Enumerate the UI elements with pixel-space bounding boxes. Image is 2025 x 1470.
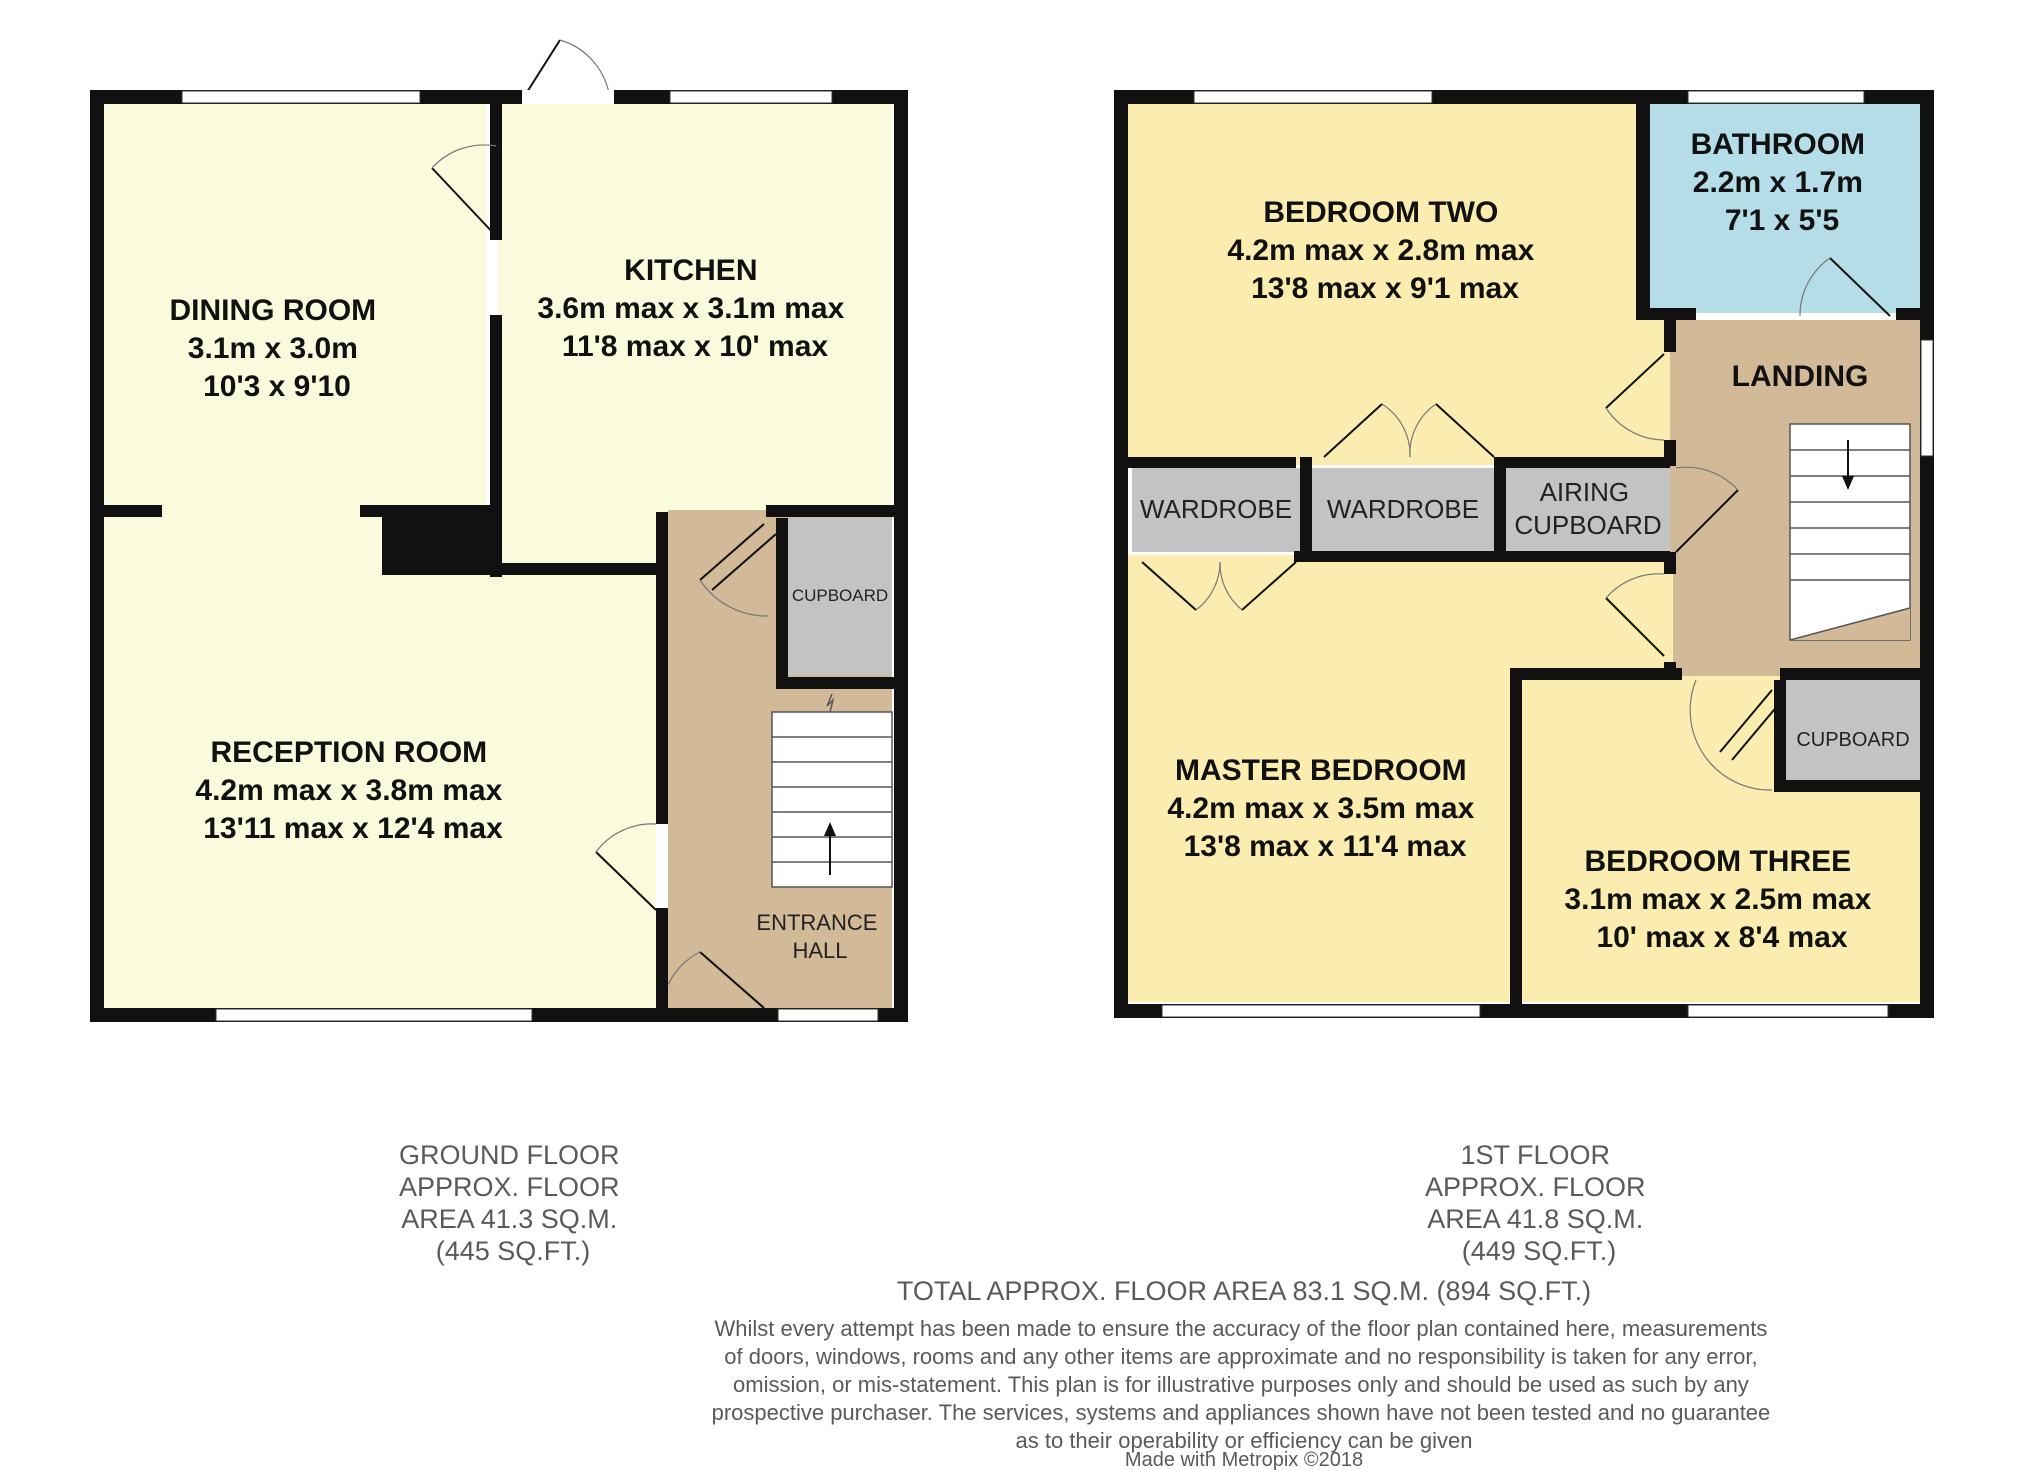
first-wall-right <box>1920 90 1934 1018</box>
svg-text:Whilst every attempt has been <box>712 1316 1777 1453</box>
airing-cupboard-label-line1: AIRING <box>1539 477 1630 507</box>
master-bedroom-imperial: 13'8 max x 11'4 max <box>1183 830 1467 863</box>
svg-text:BEDROOM THREE 3.1m max x <box>1564 845 1879 954</box>
wardrobe-band-top <box>1128 457 1296 468</box>
landing-label: LANDING <box>1731 360 1869 393</box>
dining-room-imperial: 10'3 x 9'10 <box>203 370 351 403</box>
bedroom-three-metric: 3.1m max x 2.5m max <box>1564 883 1872 916</box>
first-cupboard-label: CUPBOARD <box>1796 729 1910 751</box>
bathroom-label: BATHROOM <box>1690 128 1866 161</box>
kitchen-hall-wall <box>495 563 663 575</box>
svg-text:MASTER BEDROOM 4.2m max <box>1167 754 1482 863</box>
master-landing-wall <box>1510 668 1682 680</box>
landing-window <box>1921 340 1933 456</box>
chimney-breast <box>382 505 497 575</box>
entrance-window <box>778 1009 878 1021</box>
master-bedroom-metric: 4.2m max x 3.5m max <box>1167 792 1475 825</box>
dining-reception-wall-left <box>96 505 162 517</box>
reception-room-label: RECEPTION ROOM <box>210 736 488 769</box>
entrance-hall-label-line2: HALL <box>792 938 848 963</box>
dining-kitchen-wall <box>490 90 502 240</box>
disclaimer-line2: of doors, windows, rooms and any other items are approximate and no responsibility is taken for any error, <box>724 1344 1758 1369</box>
ground-cupboard-label: CUPBOARD <box>791 586 889 605</box>
bathroom-imperial: 7'1 x 5'5 <box>1724 204 1840 237</box>
ground-stairs <box>772 694 892 887</box>
ground-wall-right <box>894 90 908 1022</box>
bathroom-wall-bottom-right <box>1896 308 1924 320</box>
first-area-line4: (449 SQ.FT.) <box>1461 1236 1617 1266</box>
svg-text:1ST FLOOR APPROX. FLOOR <box>1425 1140 1653 1266</box>
wardrobe-mid-label: WARDROBE <box>1326 494 1480 524</box>
cupboard-wall-bottom <box>776 677 896 689</box>
bathroom-window <box>1688 91 1864 103</box>
bedroom-two-label: BEDROOM TWO <box>1263 196 1499 229</box>
master-bedroom-label: MASTER BEDROOM <box>1174 754 1467 787</box>
kitchen-metric: 3.6m max x 3.1m max <box>537 292 845 325</box>
disclaimer-line5: as to their operability or efficiency can be given <box>1015 1428 1473 1453</box>
bedroom-three-imperial: 10' max x 8'4 max <box>1596 921 1848 954</box>
bathroom-metric: 2.2m x 1.7m <box>1692 166 1863 199</box>
airing-cupboard-label-line2: CUPBOARD <box>1514 510 1662 540</box>
ground-wall-left <box>90 90 104 1022</box>
wardrobe-left-label: WARDROBE <box>1139 494 1293 524</box>
first-area-line3: AREA 41.8 SQ.M. <box>1427 1204 1644 1234</box>
ground-area-line1: GROUND FLOOR <box>398 1140 620 1170</box>
first-cupboard-wall-bottom <box>1774 780 1924 792</box>
kitchen-imperial: 11'8 max x 10' max <box>561 330 829 363</box>
bedroom-two-imperial: 13'8 max x 9'1 max <box>1251 272 1519 305</box>
bedroom-two-metric: 4.2m max x 2.8m max <box>1227 234 1535 267</box>
ground-area-line3: AREA 41.3 SQ.M. <box>401 1204 618 1234</box>
kitchen-window <box>670 91 832 103</box>
total-area: TOTAL APPROX. FLOOR AREA 83.1 SQ.M. (894 SQ.FT.) <box>896 1276 1592 1306</box>
svg-text:GROUND FLOOR APPROX. FLOOR <box>399 1140 627 1266</box>
svg-text:BEDROOM TWO 4.2m max x 2 <box>1227 196 1542 305</box>
first-wall-left <box>1114 90 1128 1018</box>
first-cupboard-wall-left <box>1774 680 1786 790</box>
dining-room-label: DINING ROOM <box>169 294 377 327</box>
master-bedroom-fill-upper <box>1128 555 1673 675</box>
kitchen-label: KITCHEN <box>624 254 758 287</box>
bedroom-three-window <box>1688 1005 1888 1017</box>
master-bedroom-three-wall <box>1510 668 1522 1008</box>
first-area-line1: 1ST FLOOR <box>1460 1140 1611 1170</box>
cupboard-wall-left <box>776 518 788 688</box>
wardrobe-divider-1 <box>1300 457 1312 562</box>
bathroom-wall-left <box>1636 103 1650 319</box>
disclaimer-line3: omission, or mis-statement. This plan is for illustrative purposes only and should be used as such by any <box>733 1372 1749 1397</box>
reception-room-imperial: 13'11 max x 12'4 max <box>203 812 503 845</box>
ground-area-line4: (445 SQ.FT.) <box>435 1236 591 1266</box>
bedroom-two-window <box>1194 91 1432 103</box>
svg-text:RECEPTION ROOM 4.2m max <box>195 736 510 845</box>
ground-floor-plan <box>90 40 908 1022</box>
wardrobe-band-bottom <box>1294 551 1670 562</box>
reception-window <box>216 1009 532 1021</box>
ground-area-line2: APPROX. FLOOR <box>398 1172 620 1202</box>
disclaimer-line1: Whilst every attempt has been made to ensure the accuracy of the floor plan contained here, measurements <box>714 1316 1768 1341</box>
kitchen-hall-wall-right <box>766 505 896 517</box>
first-stairs <box>1790 424 1910 640</box>
dining-room-metric: 3.1m x 3.0m <box>187 332 358 365</box>
bedroom-three-label: BEDROOM THREE <box>1584 845 1852 878</box>
master-bedroom-window <box>1162 1005 1480 1017</box>
reception-room-metric: 4.2m max x 3.8m max <box>195 774 503 807</box>
wardrobe-band-top-mid <box>1494 457 1670 468</box>
entrance-hall-label-line1: ENTRANCE <box>756 910 878 935</box>
reception-hall-wall-bottom <box>656 908 668 1018</box>
first-floor-plan <box>1114 90 1934 1018</box>
disclaimer-line4: prospective purchaser. The services, systems and appliances shown have not been tested and no guarantee <box>711 1400 1771 1425</box>
first-area-line2: APPROX. FLOOR <box>1424 1172 1646 1202</box>
landing-wall-left-top <box>1664 318 1676 352</box>
wardrobe-divider-2 <box>1494 457 1506 562</box>
dining-window <box>182 91 420 103</box>
credit: Made with Metropix ©2018 <box>1124 1449 1364 1470</box>
reception-hall-wall-top <box>656 512 668 824</box>
landing-bottom-wall <box>1780 668 1934 680</box>
